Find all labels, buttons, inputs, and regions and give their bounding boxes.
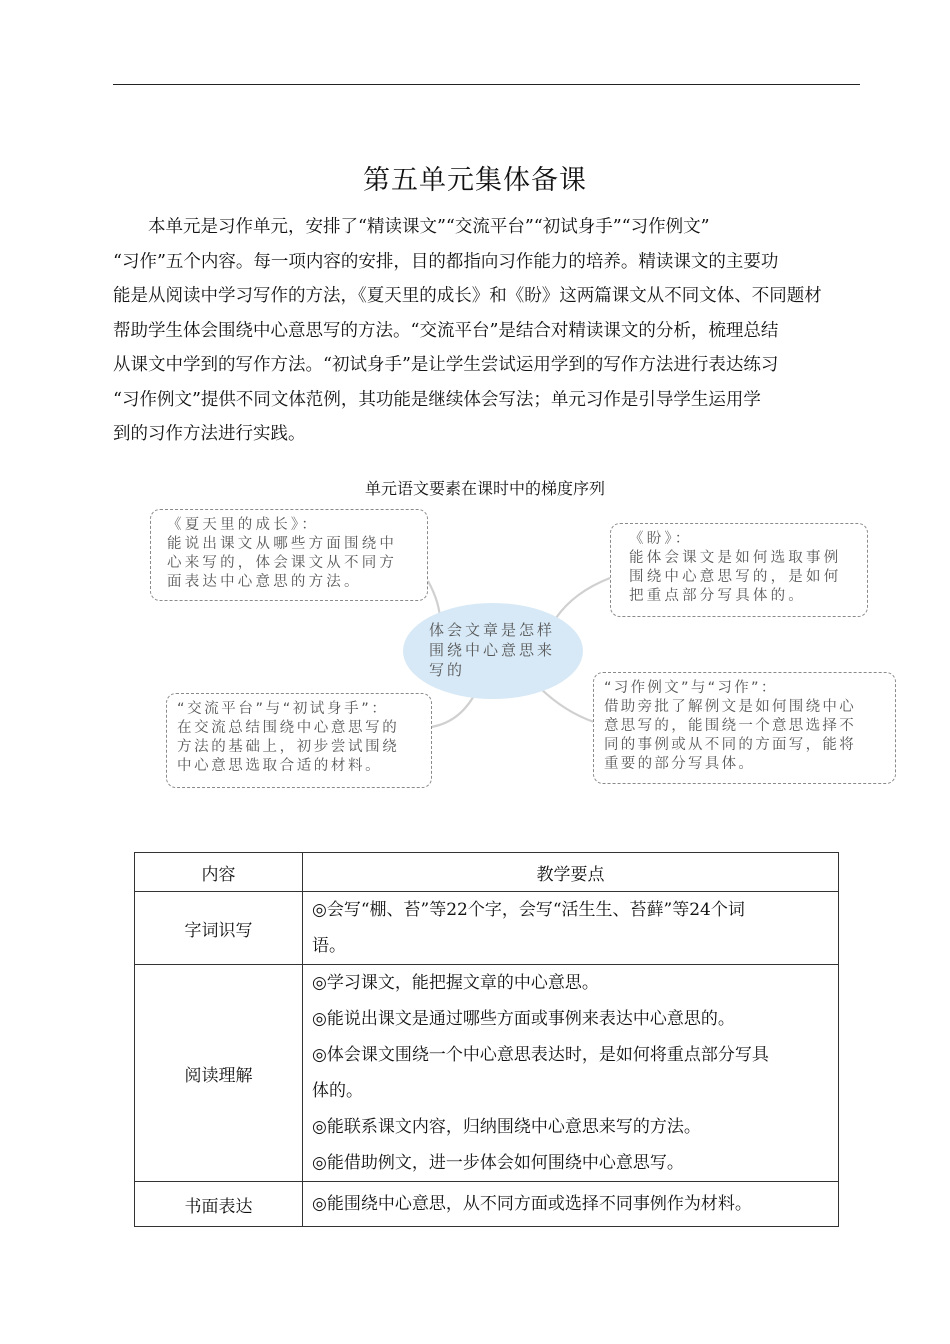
row-item: ◎能联系课文内容，归纳围绕中心意思来写的方法。 xyxy=(312,1117,701,1137)
top-right-node xyxy=(610,523,868,617)
row-item: ◎能说出课文是通过哪些方面或事例来表达中心意思的。 xyxy=(312,1009,735,1029)
node-line: “习作例文”与“习作”： xyxy=(604,680,778,696)
header-content: 内容 xyxy=(135,853,303,892)
node-line: 能体会课文是如何选取事例 xyxy=(629,550,842,566)
row-item: ◎体会课文围绕一个中心意思表达时，是如何将重点部分写具 xyxy=(312,1045,769,1065)
node-line: 重要的部分写具体。 xyxy=(604,756,756,772)
header-rule xyxy=(113,84,860,85)
node-line: 《夏天里的成长》： xyxy=(167,517,320,533)
paragraph-line: 帮助学生体会围绕中心意思写的方法。“交流平台”是结合对精读课文的分析，梳理总结 xyxy=(113,320,779,341)
node-line: 把重点部分写具体的。 xyxy=(629,588,806,604)
top-left-node xyxy=(150,509,428,601)
row-category: 字词识写 xyxy=(135,892,303,965)
paragraph-line: 到的习作方法进行实践。 xyxy=(113,424,306,444)
connector-top-right xyxy=(556,578,610,618)
paragraph-line: “习作”五个内容。每一项内容的安排，目的都指向习作能力的培养。精读课文的主要功 xyxy=(113,251,779,272)
center-line: 围绕中心意思来 xyxy=(429,641,556,659)
node-line: 心来写的，体会课文从不同方 xyxy=(167,555,398,571)
paragraph-line: “习作例文”提供不同文体范例，其功能是继续体会写法；单元习作是引导学生运用学 xyxy=(113,389,761,410)
row-items xyxy=(303,965,839,1182)
row-item: ◎能借助例文，进一步体会如何围绕中心意思写。 xyxy=(312,1153,684,1173)
connector-bottom-right xyxy=(540,688,594,722)
node-line: 中心意思选取合适的材料。 xyxy=(177,758,383,774)
row-items xyxy=(303,892,839,965)
row-item: ◎能围绕中心意思，从不同方面或选择不同事例作为材料。 xyxy=(312,1194,752,1214)
paragraph-line: 本单元是习作单元，安排了“精读课文”“交流平台”“初试身手”“习作例文” xyxy=(113,217,710,237)
node-line: 方法的基础上，初步尝试围绕 xyxy=(177,739,400,755)
row-items xyxy=(303,1182,839,1227)
bottom-left-node xyxy=(166,693,432,788)
center-line: 写的 xyxy=(429,661,466,679)
node-line: 能说出课文从哪些方面围绕中 xyxy=(167,536,398,552)
table-header-row xyxy=(135,853,839,892)
intro-paragraph xyxy=(113,210,860,452)
row-category: 阅读理解 xyxy=(135,965,303,1182)
node-line: 同的事例或从不同的方面写，能将 xyxy=(604,737,856,753)
node-line: 《盼》： xyxy=(629,531,693,547)
row-category: 书面表达 xyxy=(135,1182,303,1227)
table-row xyxy=(135,892,839,965)
page-title: 第五单元集体备课 xyxy=(363,165,587,196)
teaching-points-table xyxy=(134,852,839,1227)
row-item: ◎会写“棚、苔”等22个字，会写“活生生、苔藓”等24个词 xyxy=(312,900,745,920)
node-line: 围绕中心意思写的，是如何 xyxy=(629,569,842,585)
row-item: 语。 xyxy=(312,936,346,956)
paragraph-line: 从课文中学到的写作方法。“初试身手”是让学生尝试运用学到的写作方法进行表达练习 xyxy=(113,355,779,375)
bottom-right-node xyxy=(593,672,896,784)
paragraph-line: 能是从阅读中学习写作的方法，《夏天里的成长》和《盼》这两篇课文从不同文体、不同题材 xyxy=(113,286,822,306)
mindmap-center xyxy=(403,603,583,699)
row-item: ◎学习课文，能把握文章的中心意思。 xyxy=(312,973,599,993)
table-row xyxy=(135,1182,839,1227)
node-line: 面表达中心意思的方法。 xyxy=(167,574,362,590)
header-teaching-points: 教学要点 xyxy=(303,853,839,892)
table-row xyxy=(135,965,839,1182)
center-line: 体会文章是怎样 xyxy=(429,621,556,639)
row-item: 体的。 xyxy=(312,1081,363,1101)
node-line: “交流平台”与“初试身手”： xyxy=(177,701,389,717)
diagram-title: 单元语文要素在课时中的梯度序列 xyxy=(364,479,605,498)
node-line: 意思写的，能围绕一个意思选择不 xyxy=(604,718,856,734)
node-line: 在交流总结围绕中心意思写的 xyxy=(177,720,400,736)
node-line: 借助旁批了解例文是如何围绕中心 xyxy=(604,699,856,715)
